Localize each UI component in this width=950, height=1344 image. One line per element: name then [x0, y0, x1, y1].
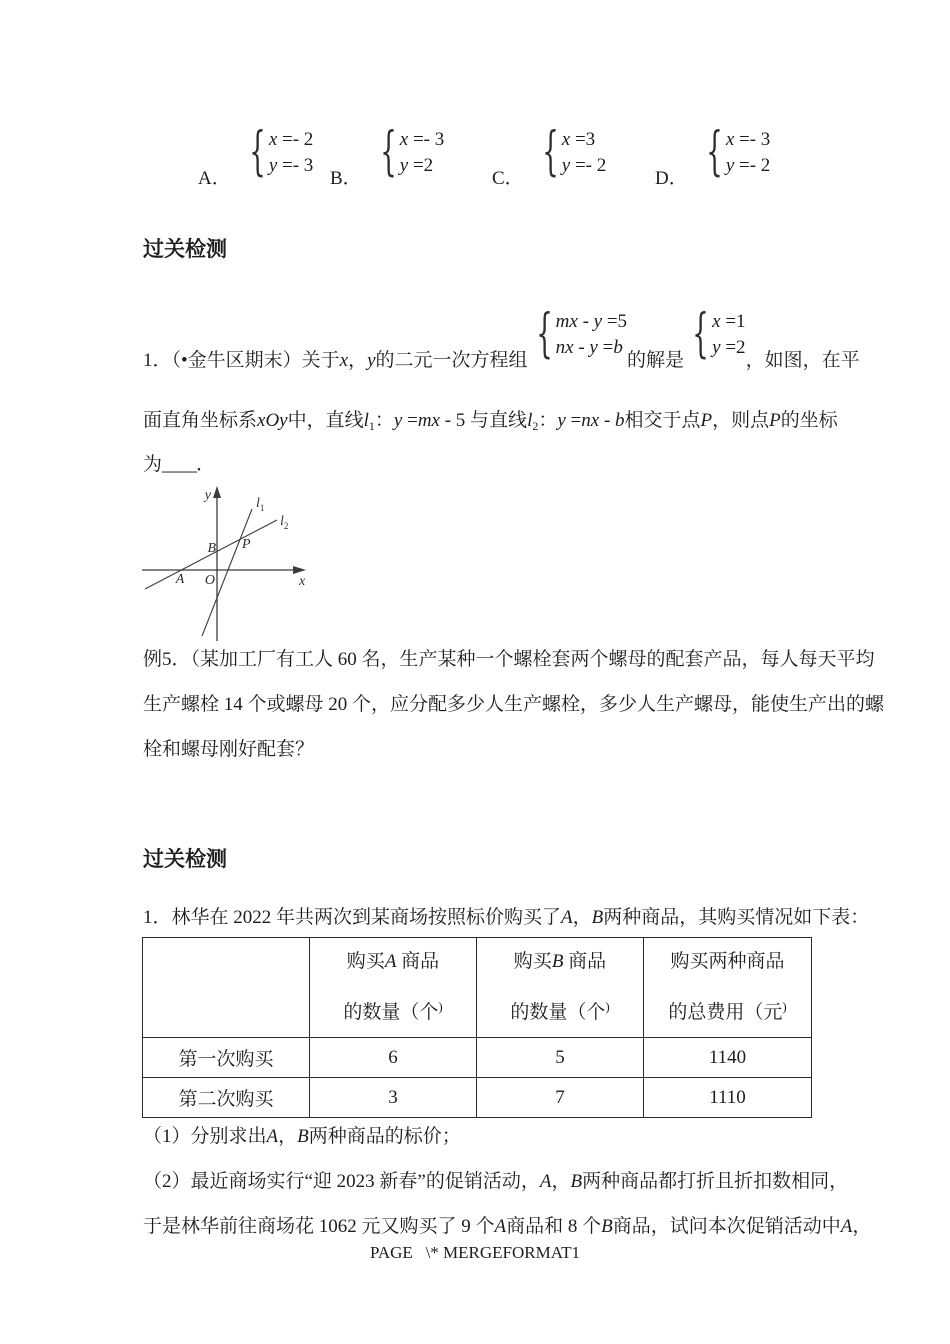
equation-line: mx - y =5	[555, 310, 628, 332]
problem1-line2: 面直角坐标系xOy中，直线$l_1$：y =mx - 5 与直线$l_2$：y =nx - b相交于点P，则点P的坐标	[143, 410, 838, 433]
header-b-line1: 购买B 商品	[513, 951, 607, 972]
equation-line: y =- 2	[561, 154, 607, 176]
equation-line: y =- 2	[725, 154, 771, 176]
problem2-intro: 1．林华在 2022 年共两次到某商场按照标价购买了A，B两种商品，其购买情况如下表：	[143, 907, 870, 928]
equation-line: x =- 3	[725, 128, 771, 150]
coordinate-graph	[140, 484, 318, 644]
equation-line: x =3	[561, 128, 596, 150]
problem1-line3: 为____．	[143, 454, 216, 475]
cell-total: 1110	[644, 1078, 812, 1118]
l2-label: $l_2$	[280, 514, 289, 531]
problem1-text: 1．（•金牛区期末）关于x，y的二元一次方程组	[143, 350, 528, 371]
equation-line: y =2	[712, 336, 746, 358]
left-brace-icon: {	[541, 122, 559, 182]
option-b-label: B．	[330, 168, 362, 189]
option-a-label: A．	[198, 168, 231, 189]
option-a-system	[241, 122, 314, 182]
left-brace-icon: {	[535, 304, 553, 364]
option-b-system	[372, 122, 445, 182]
y-axis-label: y	[204, 488, 211, 503]
problem1-system2	[684, 304, 746, 364]
cell-total: 1140	[644, 1038, 812, 1078]
left-brace-icon: {	[692, 304, 709, 364]
example5-line: 例5．（某加工厂有工人 60 名，生产某种一个螺栓套两个螺母的配套产品，每人每天平均	[143, 649, 875, 670]
equation-line: x =1	[712, 310, 746, 332]
cell-b-qty: 7	[477, 1078, 644, 1118]
y-axis-arrow-icon	[213, 486, 221, 498]
problem1-line1	[143, 287, 860, 373]
left-brace-icon: {	[706, 122, 723, 182]
cell-a-qty: 6	[310, 1038, 477, 1078]
problem1-text: ，如图，在平	[745, 350, 860, 371]
section-heading-2: 过关检测	[143, 848, 227, 871]
table-header-a	[310, 938, 477, 1038]
x-axis-arrow-icon	[293, 566, 306, 574]
header-total-line2: 的总费用（元)	[668, 999, 787, 1023]
l1-label: $l_1$	[256, 496, 265, 513]
cell-a-qty: 3	[310, 1078, 477, 1118]
problem1-text: 的解是	[627, 350, 685, 371]
equation-line: y =- 3	[268, 154, 314, 176]
table-header-total	[644, 938, 812, 1038]
problem2-q1: （1）分别求出A，B两种商品的标价；	[143, 1126, 461, 1147]
point-a-label: A	[175, 572, 185, 587]
option-d-label: D．	[655, 168, 688, 189]
problem2-q2-line1: （2）最近商场实行“迎 2023 新春”的促销活动，A，B两种商品都打折且折扣数相同，	[143, 1171, 849, 1192]
table-row	[143, 1038, 812, 1078]
problem2-q2-line2: 于是林华前往商场花 1062 元又购买了 9 个A商品和 8 个B商品，试问本次促销活动中A，	[143, 1216, 872, 1237]
problem1-system1	[528, 304, 628, 364]
option-c-label: C．	[492, 168, 524, 189]
page-footer: PAGE \* MERGEFORMAT1	[369, 1243, 581, 1262]
table-row	[143, 1078, 812, 1118]
left-brace-icon: {	[379, 122, 397, 182]
row-label: 第二次购买	[143, 1078, 310, 1118]
point-b-label: B	[207, 541, 216, 556]
option-c-system	[534, 122, 607, 182]
table-header-b	[477, 938, 644, 1038]
cell-b-qty: 5	[477, 1038, 644, 1078]
row-label: 第一次购买	[143, 1038, 310, 1078]
origin-label: O	[204, 573, 215, 588]
option-d-system	[698, 122, 771, 182]
example5-line: 生产螺栓 14 个或螺母 20 个，应分配多少人生产螺栓，多少人生产螺母，能使生产出的螺	[143, 694, 885, 715]
equation-line: x =- 2	[268, 128, 314, 150]
header-a-line1: 购买A 商品	[346, 951, 440, 972]
table-header-row	[143, 938, 812, 1038]
left-brace-icon: {	[249, 122, 266, 182]
header-a-line2: 的数量（个)	[343, 999, 443, 1023]
table-header-empty	[143, 938, 310, 1038]
option-c	[492, 118, 606, 190]
equation-line: nx - y =b	[555, 336, 623, 358]
example5-paragraph	[143, 637, 885, 772]
option-d	[655, 118, 770, 190]
header-total-line1: 购买两种商品	[670, 951, 785, 972]
section-heading-1: 过关检测	[143, 238, 227, 261]
option-b	[330, 118, 444, 190]
x-axis-label: x	[299, 574, 306, 589]
header-b-line2: 的数量（个)	[510, 999, 610, 1023]
option-a	[198, 118, 313, 190]
point-p-label: P	[242, 537, 251, 552]
purchase-table	[142, 937, 812, 1118]
example5-line: 栓和螺母刚好配套？	[143, 739, 315, 760]
equation-line: y =2	[399, 154, 434, 176]
equation-line: x =- 3	[399, 128, 445, 150]
